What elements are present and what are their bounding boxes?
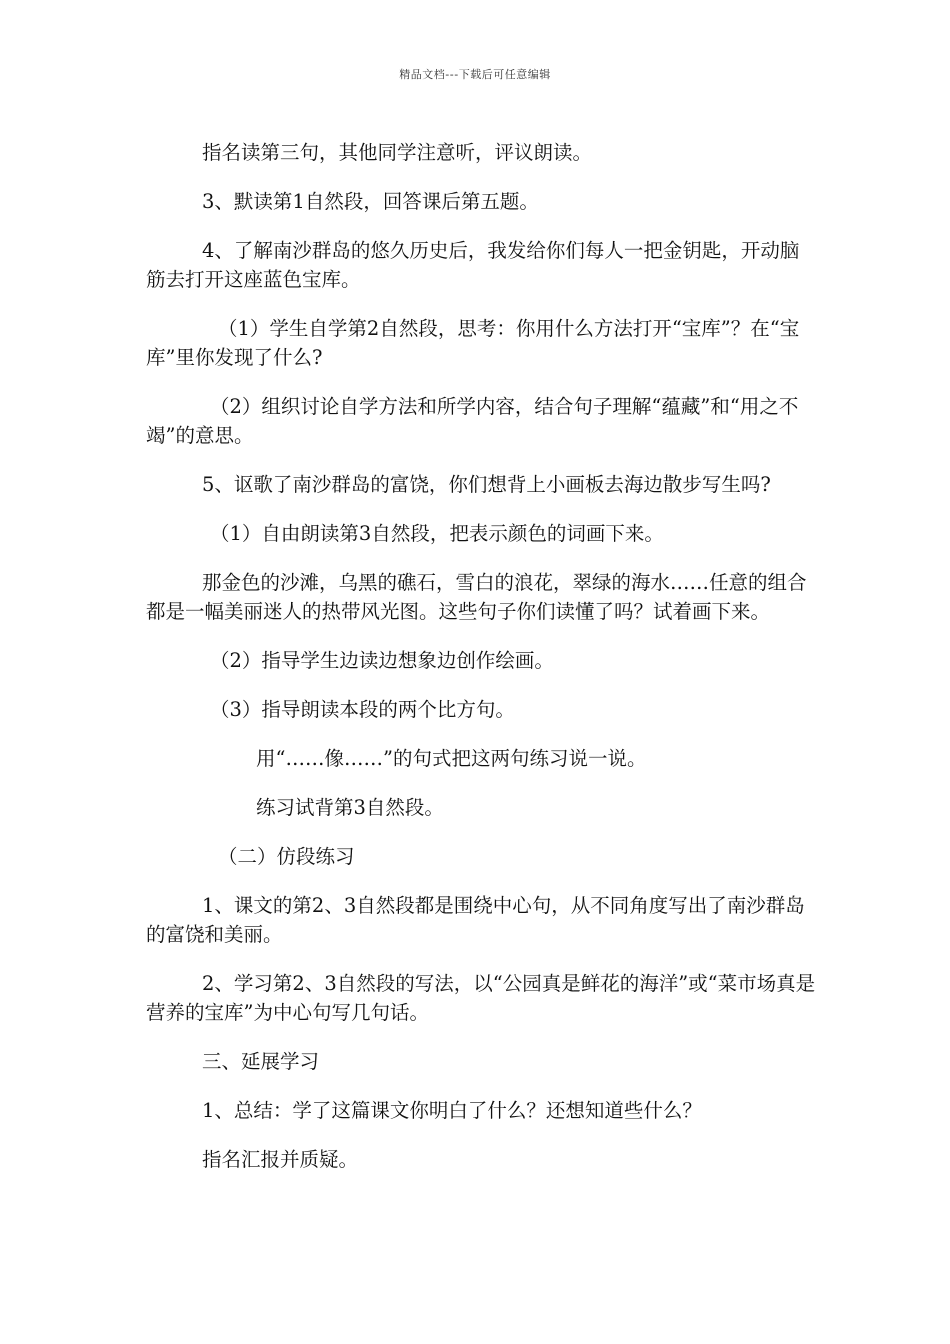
paragraph-8: 那金色的沙滩，乌黑的礁石，雪白的浪花，翠绿的海水……任意的组合都是一幅美丽迷人的热带风光图。这些句子你们读懂了吗？试着画下来。: [146, 571, 807, 623]
paragraph-14: 1、课文的第2、3自然段都是围绕中心句，从不同角度写出了南沙群岛的富饶和美丽。: [146, 894, 805, 946]
paragraph-15: 2、学习第2、3自然段的写法，以“公园真是鲜花的海洋”或“菜市场真是营养的宝库”为中心句写几句话。: [146, 972, 816, 1024]
section-heading-imitation: （二）仿段练习: [218, 845, 355, 868]
page-header: 精品文档---下载后可任意编辑: [399, 68, 551, 81]
paragraph-1: 指名读第三句，其他同学注意听，评议朗读。: [202, 141, 593, 164]
paragraph-9: （2）指导学生边读边想象边创作绘画。: [210, 649, 554, 672]
section-heading-extension: 三、延展学习: [202, 1050, 320, 1073]
paragraph-2: 3、默读第1自然段，回答课后第五题。: [202, 190, 539, 213]
paragraph-4: （1）学生自学第2自然段，思考：你用什么方法打开“宝库”？在“宝库”里你发现了什么?: [146, 317, 800, 369]
document-body: [146, 138, 816, 1194]
paragraph-7: （1）自由朗读第3自然段，把表示颜色的词画下来。: [210, 522, 664, 545]
paragraph-5: （2）组织讨论自学方法和所学内容，结合句子理解“蕴藏”和“用之不竭”的意思。: [146, 395, 799, 447]
paragraph-12: 练习试背第3自然段。: [256, 796, 444, 819]
paragraph-6: 5、讴歌了南沙群岛的富饶，你们想背上小画板去海边散步写生吗?: [202, 473, 771, 496]
paragraph-3: 4、了解南沙群岛的悠久历史后，我发给你们每人一把金钥匙，开动脑筋去打开这座蓝色宝库。: [146, 239, 800, 291]
paragraph-17: 1、总结：学了这篇课文你明白了什么？还想知道些什么？: [202, 1099, 702, 1122]
paragraph-18: 指名汇报并质疑。: [202, 1148, 359, 1171]
paragraph-10: （3）指导朗读本段的两个比方句。: [210, 698, 515, 721]
paragraph-11: 用“……像……”的句式把这两句练习说一说。: [256, 747, 647, 770]
